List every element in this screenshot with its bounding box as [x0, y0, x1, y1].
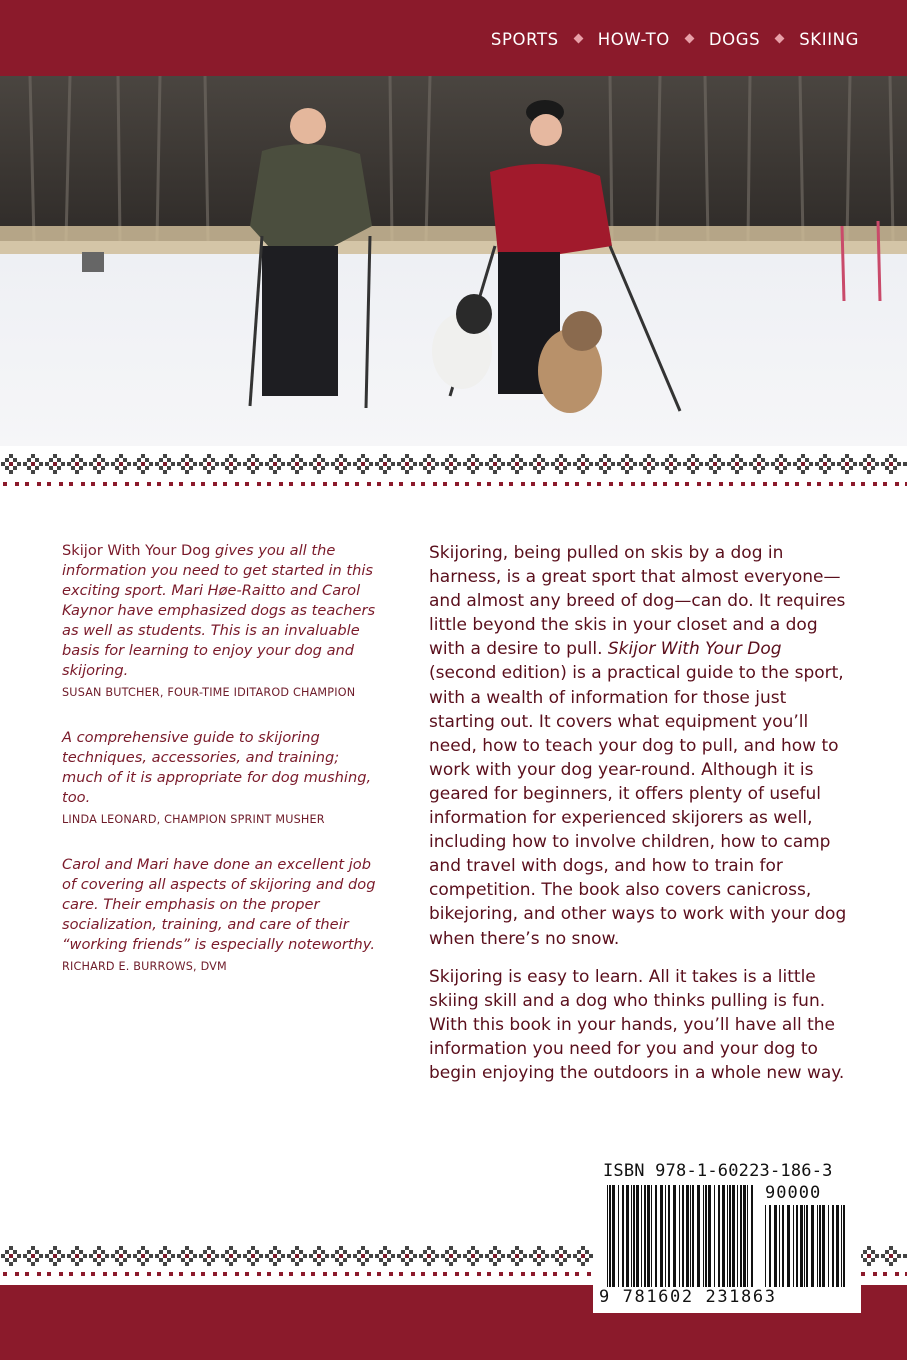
testimonial-attribution: LINDA LEONARD, CHAMPION SPRINT MUSHER	[62, 813, 325, 826]
testimonial-attribution: SUSAN BUTCHER, FOUR-TIME IDITAROD CHAMPION	[62, 686, 356, 699]
barcode-bar	[804, 1205, 805, 1287]
barcode-bar	[722, 1185, 725, 1287]
barcode-bar	[714, 1185, 715, 1287]
price-code: 90000	[765, 1183, 822, 1203]
barcode-bar	[609, 1185, 611, 1287]
barcode-bar	[765, 1205, 766, 1287]
barcode-bar	[817, 1205, 818, 1287]
barcode-bar	[647, 1185, 650, 1287]
quote-text: Carol and Mari have done an excellent job of covering all aspects of skijoring and dog care. Their emphasis on the proper socialization, training, and care of their “working friends” is especially noteworthy.	[62, 856, 376, 953]
barcode-bar	[636, 1185, 639, 1287]
barcode-bar	[631, 1185, 632, 1287]
testimonial-quote	[62, 541, 382, 681]
barcode-bar	[668, 1185, 670, 1287]
barcode-bar	[641, 1185, 642, 1287]
barcode-bar	[665, 1185, 666, 1287]
barcode-bar	[708, 1185, 711, 1287]
ean-digits: 9 781602 231863	[599, 1287, 777, 1307]
description-text: (second edition) is a practical guide to the sport, with a wealth of information for those just starting out. It covers what equipment you’ll need, how to teach your dog to pull, and how to work with your dog year-round. Although it is geared for beginners, it offers plenty of useful information for experienced skijorers as well, including how to involve children, how to camp and travel with dogs, and how to train for competition. The book also covers canicross, bikejoring, and other ways to work with your dog when there’s no snow.	[429, 663, 847, 949]
ean-barcode-bars	[607, 1185, 757, 1287]
barcode-bar	[732, 1185, 735, 1287]
barcode-bar	[796, 1205, 798, 1287]
book-title-inline: Skijor With Your Dog	[607, 639, 782, 660]
isbn-barcode	[593, 1157, 861, 1313]
category-dogs: DOGS	[708, 30, 761, 49]
testimonial-quote	[62, 855, 382, 955]
description-paragraph	[429, 541, 849, 951]
barcode-bar	[679, 1185, 680, 1287]
barcode-bar	[697, 1185, 700, 1287]
book-description	[429, 541, 849, 1085]
cover-photo-skijoring	[0, 76, 907, 454]
barcode-bar	[626, 1185, 629, 1287]
isbn-number: ISBN 978-1-60223-186-3	[603, 1161, 833, 1181]
barcode-bar	[740, 1185, 742, 1287]
decorative-nordic-border-top	[0, 446, 907, 492]
barcode-bar	[769, 1205, 771, 1287]
barcode-bar	[660, 1185, 663, 1287]
barcode-bar	[832, 1205, 834, 1287]
barcode-bar	[690, 1185, 691, 1287]
barcode-bar	[806, 1205, 808, 1287]
barcode-bar	[800, 1205, 803, 1287]
barcode-bar	[705, 1185, 707, 1287]
category-skiing: SKIING	[799, 30, 859, 49]
category-how-to: HOW-TO	[597, 30, 670, 49]
barcode-bar	[774, 1205, 777, 1287]
barcode-bar	[655, 1185, 657, 1287]
barcode-bar	[828, 1205, 829, 1287]
barcode-bar	[822, 1205, 825, 1287]
barcode-bar	[718, 1185, 720, 1287]
testimonials	[62, 541, 382, 973]
barcode-bar	[737, 1185, 738, 1287]
barcode-bar	[622, 1185, 624, 1287]
description-text: Skijoring, being pulled on skis by a dog in harness, is a great sport that almost everyone—and almost any breed of dog—can do. It requires little beyond the skis in your closet and a dog with a desire to pull.	[429, 543, 846, 660]
barcode-bar	[782, 1205, 784, 1287]
quote-text: A comprehensive guide to skijoring techniques, accessories, and training; much of it is appropriate for dog mushing, too.	[62, 729, 372, 806]
barcode-bar	[793, 1205, 794, 1287]
barcode-bar	[644, 1185, 646, 1287]
barcode-bar	[612, 1185, 615, 1287]
category-sports: SPORTS	[490, 30, 559, 49]
diamond-separator-icon	[573, 34, 583, 44]
barcode-bar	[841, 1205, 842, 1287]
barcode-bar	[779, 1205, 780, 1287]
quote-text: gives you all the information you need to get started in this exciting sport. Mari Høe-Raitto and Carol Kaynor have emphasized dogs as teachers as well as students. This is an invaluable basis for learning to enjoy your dog and skijoring.	[62, 542, 376, 679]
barcode-bar	[686, 1185, 689, 1287]
barcode-bar	[747, 1185, 748, 1287]
barcode-bar	[811, 1205, 814, 1287]
category-list	[491, 30, 859, 49]
book-title-inline: Skijor With Your Dog	[62, 542, 211, 559]
diamond-separator-icon	[684, 34, 694, 44]
barcode-bar	[618, 1185, 619, 1287]
barcode-bar	[843, 1205, 845, 1287]
barcode-bar	[836, 1205, 839, 1287]
barcode-bar	[787, 1205, 790, 1287]
barcode-bar	[692, 1185, 694, 1287]
barcode-bar	[819, 1205, 821, 1287]
description-paragraph: Skijoring is easy to learn. All it takes is a little skiing skill and a dog who thinks pulling is fun. With this book in your hands, you’ll have all the information you need for you and your dog to begin enjoying the outdoors in a whole new way.	[429, 966, 845, 1083]
barcode-bar	[729, 1185, 731, 1287]
testimonial-attribution: RICHARD E. BURROWS, DVM	[62, 960, 227, 973]
barcode-bar	[751, 1185, 753, 1287]
barcode-bar	[682, 1185, 684, 1287]
top-banner	[0, 0, 907, 76]
barcode-bar	[673, 1185, 676, 1287]
barcode-bar	[703, 1185, 704, 1287]
barcode-bar	[743, 1185, 746, 1287]
price-barcode-bars	[765, 1205, 849, 1287]
barcode-bar	[651, 1185, 652, 1287]
barcode-bar	[727, 1185, 728, 1287]
barcode-bar	[633, 1185, 635, 1287]
testimonial-quote	[62, 728, 382, 808]
diamond-separator-icon	[775, 34, 785, 44]
barcode-bar	[607, 1185, 608, 1287]
